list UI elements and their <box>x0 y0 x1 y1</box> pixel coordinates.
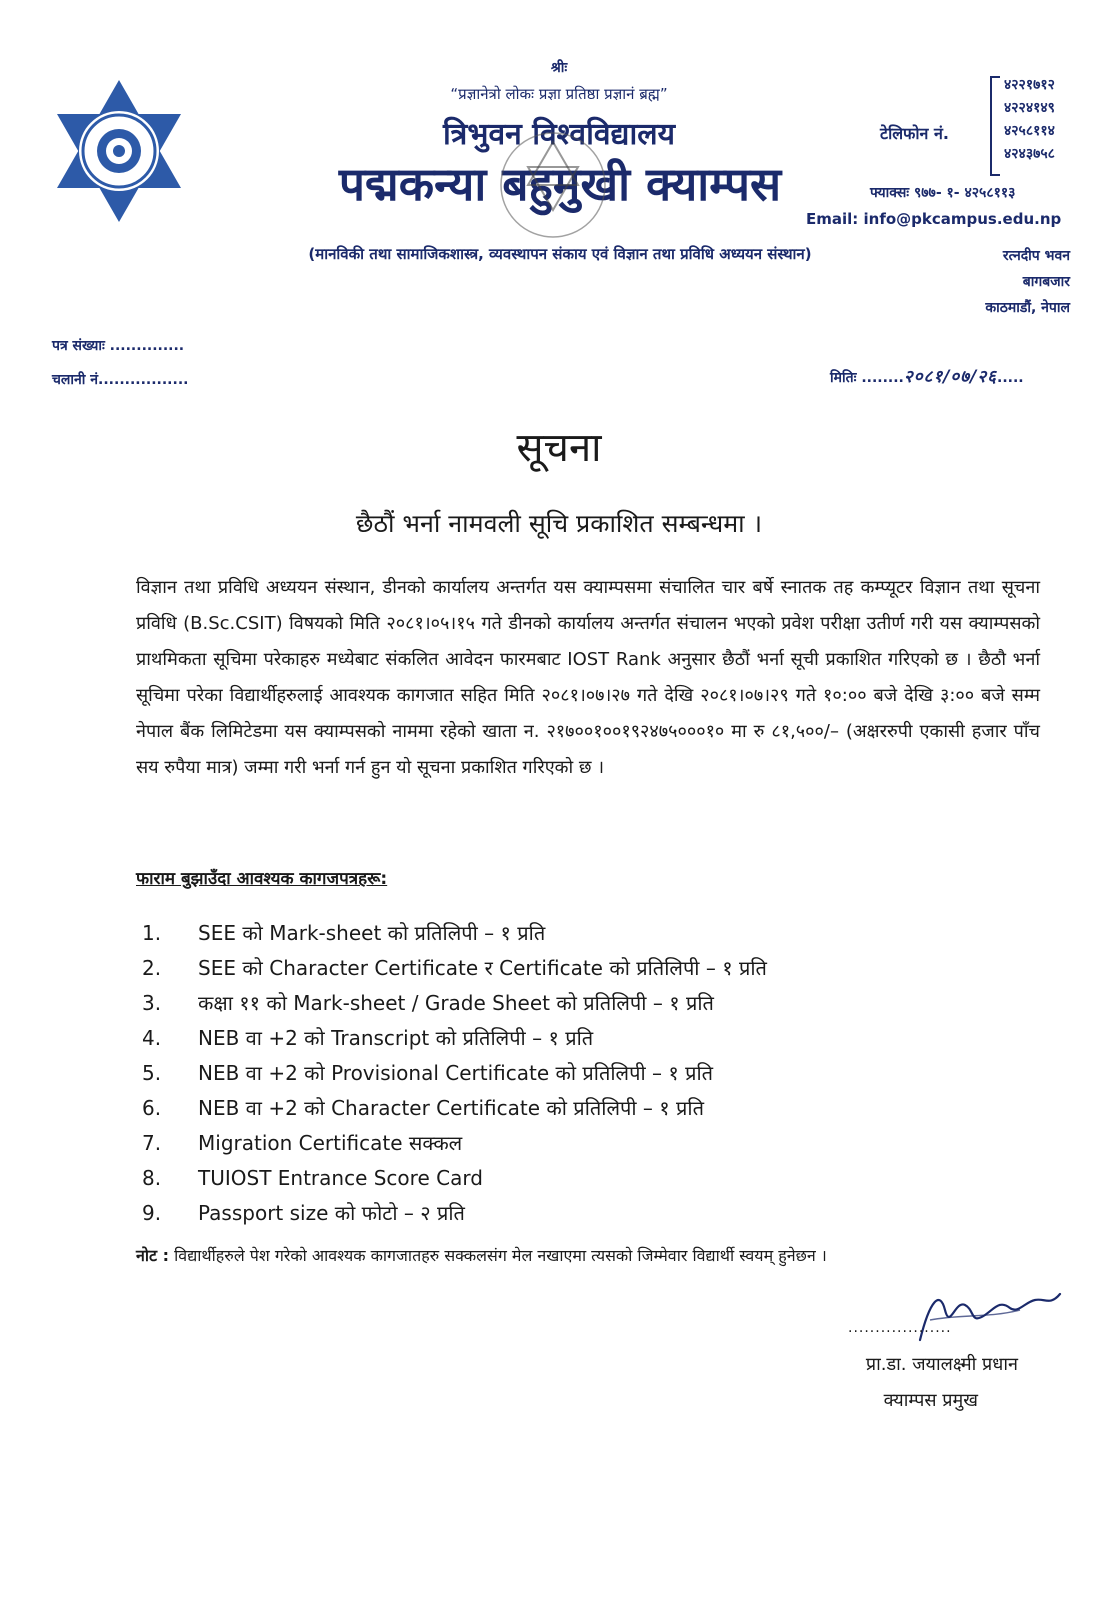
campus-seal-stamp <box>458 130 648 240</box>
list-item: 9. Passport size को फोटो – २ प्रति <box>142 1201 465 1225</box>
dispatch-number: चलानी नं................. <box>52 372 189 388</box>
notice-subject: छैठौं भर्ना नामवली सूचि प्रकाशित सम्बन्धमा । <box>355 509 763 538</box>
university-name: त्रिभुवन विश्वविद्यालय <box>443 117 675 152</box>
email-address[interactable]: Email: info@pkcampus.edu.np <box>806 210 1062 228</box>
signature-dots: ................... <box>848 1320 952 1336</box>
motto: “प्रज्ञानेत्रो लोकः प्रज्ञा प्रतिष्ठा प्रज्ञानं ब्रह्म” <box>450 85 668 103</box>
fax-number: फ्याक्सः ९७७- १- ४२५८११३ <box>870 185 1016 201</box>
campus-name: पद्मकन्या बहुमुखी क्याम्पस <box>338 157 782 211</box>
signer-designation: क्याम्पस प्रमुख <box>883 1390 978 1411</box>
date-line: मितिः ........२०८१/०७/२६..... <box>830 367 1024 387</box>
list-item: 2. SEE को Character Certificate र Certificate को प्रतिलिपी – १ प्रति <box>142 956 767 980</box>
telephone-number: ४२५८११४ <box>1004 123 1055 139</box>
letter-number: पत्र संख्याः .............. <box>52 338 185 354</box>
telephone-bracket <box>990 76 1000 176</box>
requirements-list <box>142 916 1042 1231</box>
list-item: 3. कक्षा ११ को Mark-sheet / Grade Sheet को प्रतिलिपी – १ प्रति <box>142 991 714 1015</box>
telephone-label: टेलिफोन नं. <box>880 124 949 143</box>
signer-name: प्रा.डा. जयालक्ष्मी प्रधान <box>865 1354 1018 1375</box>
list-item: 1. SEE को Mark-sheet को प्रतिलिपी – १ प्रति <box>142 921 546 945</box>
shree-heading: श्रीः <box>550 60 568 76</box>
requirements-heading: फाराम बुझाउँदा आवश्यक कागजपत्रहरू: <box>136 869 388 889</box>
address-block <box>985 243 1070 321</box>
notice-body: विज्ञान तथा प्रविधि अध्ययन संस्थान, डीनको कार्यालय अन्तर्गत यस क्याम्पसमा संचालित चार बर्षे स्नातक तह कम्प्यूटर विज्ञान तथा सूचना प्रविधि (B.Sc.CSIT) विषयको मिति २०८१।०५।१५ गते डीनको कार्यालय अन्तर्गत संचालन भएको प्रवेश परीक्षा उतीर्ण गरी यस क्याम्पसको प्राथमिकता सूचिमा परेकाहरु मध्येबाट संकलित आवेदन फारमबाट IOST Rank अनुसार छैठौं भर्ना सूची प्रकाशित गरिएको छ । छैठौ भर्ना सूचिमा परेका विद्यार्थीहरुलाई आवश्यक कागजात सहित मिति २०८१।०७।२७ गते देखि २०८१।०७।२९ गते १०:०० बजे देखि ३:०० बजे सम्म नेपाल बैंक लिमिटेडमा यस क्याम्पसको नाममा रहेको खाता न. २१७००१००१९२४७५०००१० मा रु ८१,५००/– (अक्षररुपी एकासी हजार पाँच सय रुपैया मात्र) जम्मा गरी भर्ना गर्न हुन यो सूचना प्रकाशित गरिएको छ । <box>136 577 1040 778</box>
handwritten-signature <box>900 1280 1070 1350</box>
address-line: काठमाडौं, नेपाल <box>985 300 1070 316</box>
note <box>136 1244 827 1266</box>
list-item: 6. NEB वा +2 को Character Certificate को प्रतिलिपी – १ प्रति <box>142 1096 704 1120</box>
telephone-number: ४२२१७१२ <box>1004 77 1055 93</box>
list-item: 7. Migration Certificate सक्कल <box>142 1131 463 1155</box>
note-text: विद्यार्थीहरुले पेश गरेको आवश्यक कागजातहरु सक्कलसंग मेल नखाएमा त्यसको जिम्मेवार विद्यार्थी स्वयम् हुनेछन । <box>174 1246 827 1265</box>
date-label: मितिः <box>830 370 857 386</box>
telephone-list <box>1004 74 1055 166</box>
address-line: रत्नदीप भवन <box>1002 248 1070 264</box>
telephone-number: ४२२४१४९ <box>1004 100 1055 116</box>
address-line: बागबजार <box>1022 274 1070 290</box>
list-item: 5. NEB वा +2 को Provisional Certificate को प्रतिलिपी – १ प्रति <box>142 1061 714 1085</box>
note-label: नोट : <box>136 1246 170 1265</box>
date-value: २०८१/०७/२६ <box>903 367 997 387</box>
list-item: 8. TUIOST Entrance Score Card <box>142 1166 483 1190</box>
list-item: 4. NEB वा +2 को Transcript को प्रतिलिपी – १ प्रति <box>142 1026 594 1050</box>
notice-title: सूचना <box>516 425 602 471</box>
institutes-line: (मानविकी तथा सामाजिकशास्त्र, व्यवस्थापन संकाय एवं विज्ञान तथा प्रविधि अध्ययन संस्थान) <box>308 245 812 263</box>
telephone-number: ४२४३७५८ <box>1004 146 1055 162</box>
